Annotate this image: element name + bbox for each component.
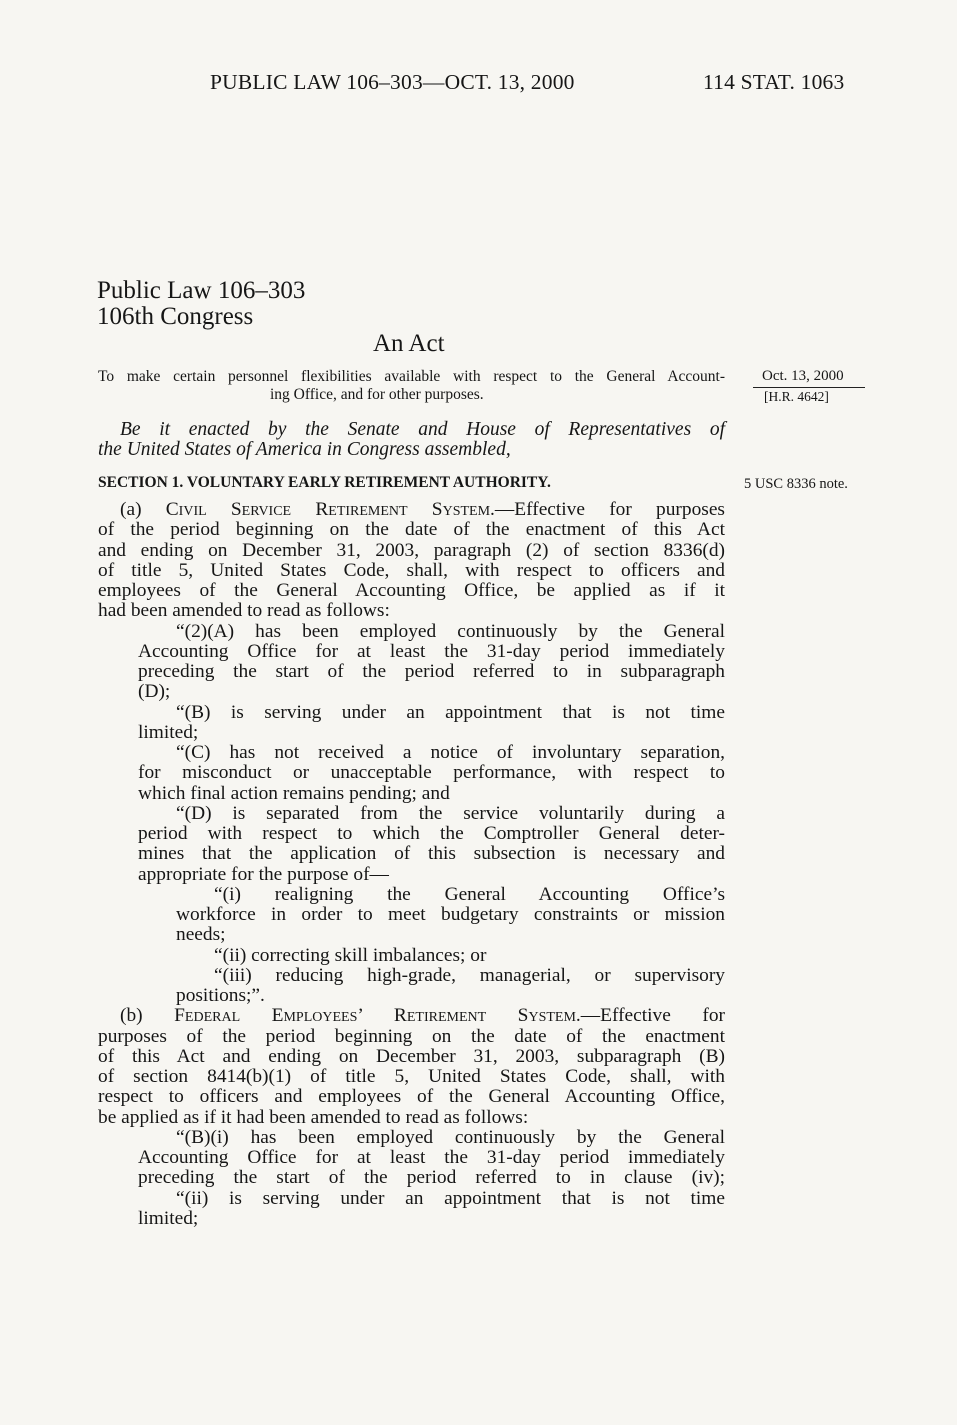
body-line: of the period beginning on the date of the enactment of this Act	[98, 519, 725, 541]
body-line: period with respect to which the Comptroller General deter-	[138, 823, 725, 844]
long-title-line-1: To make certain personnel flexibilities available with respect to the General Account-	[98, 368, 725, 385]
section-heading: SECTION 1. VOLUNTARY EARLY RETIREMENT AUTHORITY.	[98, 474, 551, 491]
subsection-a-label: (a)	[120, 499, 166, 520]
body-line: (D);	[138, 681, 171, 703]
enacting-clause-line-2: the United States of America in Congress assembled,	[98, 439, 511, 460]
body-line: appropriate for the purpose of—	[138, 863, 389, 885]
body-line: had been amended to read as follows:	[98, 600, 390, 622]
subsection-a-caption: Civil Service Retirement System	[165, 499, 491, 520]
enacting-clause-line-1: Be it enacted by the Senate and House of Representatives of	[120, 419, 725, 440]
running-head-left: PUBLIC LAW 106–303—OCT. 13, 2000	[210, 70, 575, 94]
body-line: and ending on December 31, 2003, paragraph (2) of section 8336(d)	[98, 539, 725, 561]
quoted-subparagraph-C: “(C) has not received a notice of involuntary separation,	[176, 742, 725, 763]
body-line: purposes of the period beginning on the date of the enactment	[98, 1025, 725, 1047]
body-line: employees of the General Accounting Office, be applied as if it	[98, 580, 725, 601]
body-line: Accounting Office for at least the 31-day period immediately	[138, 640, 725, 662]
body-line: preceding the start of the period referred to in clause (iv);	[138, 1167, 725, 1189]
body-line: needs;	[176, 924, 226, 946]
body-line: preceding the start of the period referred to in subparagraph	[138, 661, 725, 682]
body-line: which final action remains pending; and	[138, 782, 450, 804]
margin-bill-number: [H.R. 4642]	[764, 389, 829, 404]
running-head-right: 114 STAT. 1063	[703, 70, 845, 94]
body-line: mines that the application of this subsection is necessary and	[138, 843, 725, 865]
quoted-clause-i: “(i) realigning the General Accounting Office’s	[214, 883, 725, 905]
quoted-clause-ii: “(ii) correcting skill imbalances; or	[214, 944, 487, 966]
public-law-title: Public Law 106–303	[97, 277, 306, 304]
quoted-paragraph-2A: “(2)(A) has been employed continuously by the General	[176, 620, 725, 642]
body-line: of section 8414(b)(1) of title 5, United States Code, shall, with	[98, 1066, 725, 1087]
act-heading: An Act	[373, 330, 445, 357]
margin-date: Oct. 13, 2000	[762, 368, 844, 384]
congress-label: 106th Congress	[97, 303, 254, 330]
quoted-subparagraph-D: “(D) is separated from the service voluntarily during a	[176, 802, 725, 824]
body-line: limited;	[138, 1207, 199, 1229]
subsection-a-heading	[98, 500, 725, 520]
quoted-subparagraph-B: “(B) is serving under an appointment that is not time	[176, 701, 725, 723]
section-body	[98, 500, 725, 1229]
subsection-a-lead: .—Effective for purposes	[490, 499, 725, 520]
margin-usc-note: 5 USC 8336 note.	[744, 476, 848, 492]
body-line: respect to officers and employees of the General Accounting Office,	[98, 1086, 725, 1108]
long-title	[98, 368, 725, 403]
subsection-b-label: (b)	[120, 1005, 175, 1027]
quoted-clause-ii-b: “(ii) is serving under an appointment that is not time	[176, 1187, 725, 1209]
enacting-clause	[98, 420, 725, 460]
body-line: workforce in order to meet budgetary constraints or mission	[176, 904, 725, 925]
long-title-line-2: ing Office, and for other purposes.	[270, 385, 484, 403]
body-line: of title 5, United States Code, shall, with respect to officers and	[98, 559, 725, 581]
subsection-b-caption: Federal Employees’ Retirement System	[174, 1005, 576, 1027]
body-line: limited;	[138, 721, 199, 743]
margin-rule	[753, 387, 865, 388]
body-line: for misconduct or unacceptable performance, with respect to	[138, 762, 725, 784]
quoted-clause-iii: “(iii) reducing high-grade, managerial, or supervisory	[214, 964, 725, 986]
body-line: of this Act and ending on December 31, 2003, subparagraph (B)	[98, 1045, 725, 1067]
body-line: be applied as if it had been amended to read as follows:	[98, 1106, 529, 1128]
subsection-b-heading	[98, 1006, 725, 1026]
quoted-subparagraph-B-i: “(B)(i) has been employed continuously by the General	[176, 1126, 725, 1148]
body-line: positions;”.	[176, 985, 265, 1006]
body-line: Accounting Office for at least the 31-day period immediately	[138, 1147, 725, 1168]
subsection-b-lead: .—Effective for	[575, 1005, 725, 1027]
